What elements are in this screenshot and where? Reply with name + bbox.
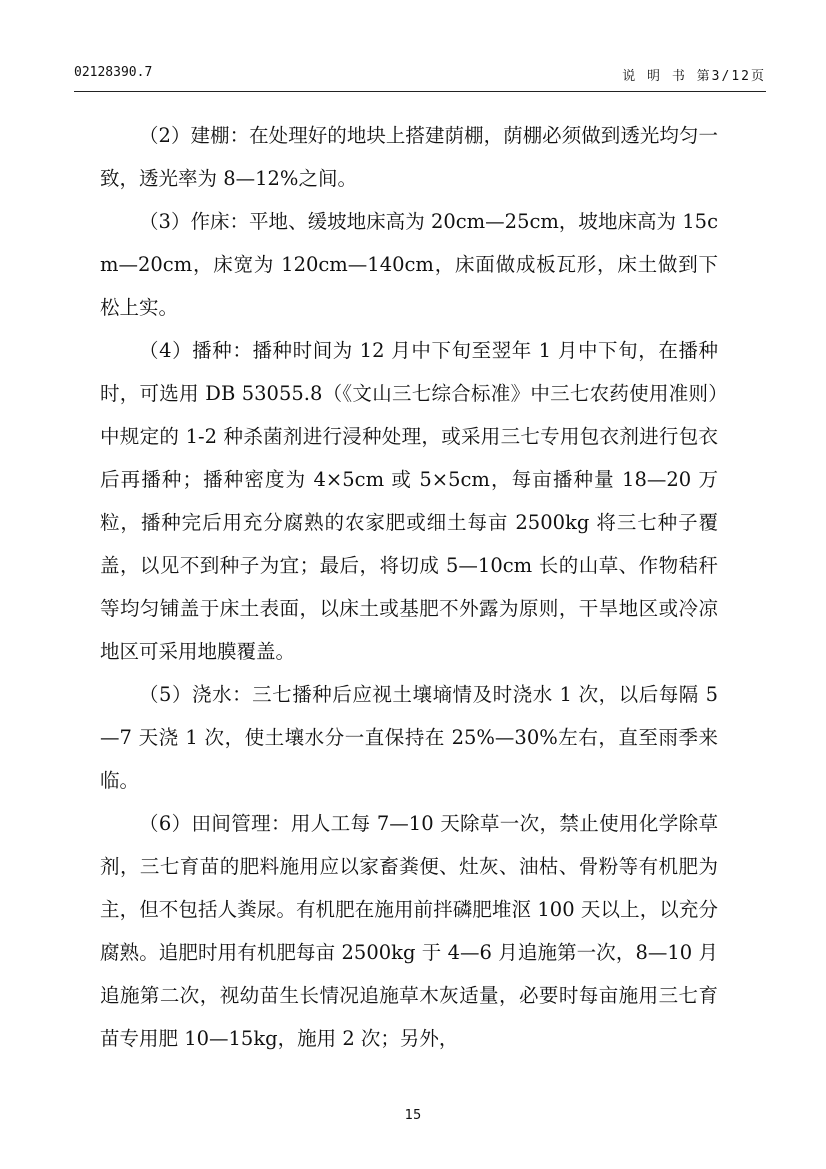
paragraph-build-shed: （2）建棚：在处理好的地块上搭建荫棚，荫棚必须做到透光均匀一致，透光率为 8—12%之间。 bbox=[100, 124, 718, 190]
document-body bbox=[100, 114, 718, 1060]
document-number: 02128390.7 bbox=[74, 65, 153, 80]
page-header bbox=[60, 65, 766, 87]
page-number: 15 bbox=[404, 1108, 422, 1123]
paragraph-sowing: （4）播种：播种时间为 12 月中下旬至翌年 1 月中下旬，在播种时，可选用 DB 53055.8（《文山三七综合标准》中三七农药使用准则）中规定的 1-2 种杀菌剂进行浸种处理，或采用三七专用包衣剂进行包衣后再播种；播种密度为 4×5cm 或 5×5cm，每亩播种量 18—20 万粒，播种完后用充分腐熟的农家肥或细土每亩 2500kg 将三七种子覆盖，以见不到种子为宜；最后，将切成 5—10cm 长的山草、作物秸秆等均匀铺盖于床土表面，以床土或基肥不外露为原则，干旱地区或冷凉地区可采用地膜覆盖。 bbox=[100, 339, 718, 663]
paragraph-make-bed: （3）作床：平地、缓坡地床高为 20cm—25cm，坡地床高为 15cm—20cm，床宽为 120cm—140cm，床面做成板瓦形，床土做到下松上实。 bbox=[100, 210, 718, 319]
page-label: 说 明 书 第3/12页 bbox=[622, 69, 766, 84]
paragraph-watering: （5）浇水：三七播种后应视土壤墒情及时浇水 1 次，以后每隔 5—7 天浇 1 次，使土壤水分一直保持在 25%—30%左右，直至雨季来临。 bbox=[100, 683, 718, 792]
paragraph-field-management: （6）田间管理：用人工每 7—10 天除草一次，禁止使用化学除草剂，三七育苗的肥料施用应以家畜粪便、灶灰、油枯、骨粉等有机肥为主，但不包括人粪尿。有机肥在施用前拌磷肥堆沤 100 天以上，以充分腐熟。追肥时用有机肥每亩 2500kg 于 4—6 月追施第一次，8—10 月追施第二次，视幼苗生长情况追施草木灰适量，必要时每亩施用三七育苗专用肥 10—15kg，施用 2 次；另外， bbox=[100, 812, 718, 1050]
header-rule bbox=[74, 91, 766, 92]
